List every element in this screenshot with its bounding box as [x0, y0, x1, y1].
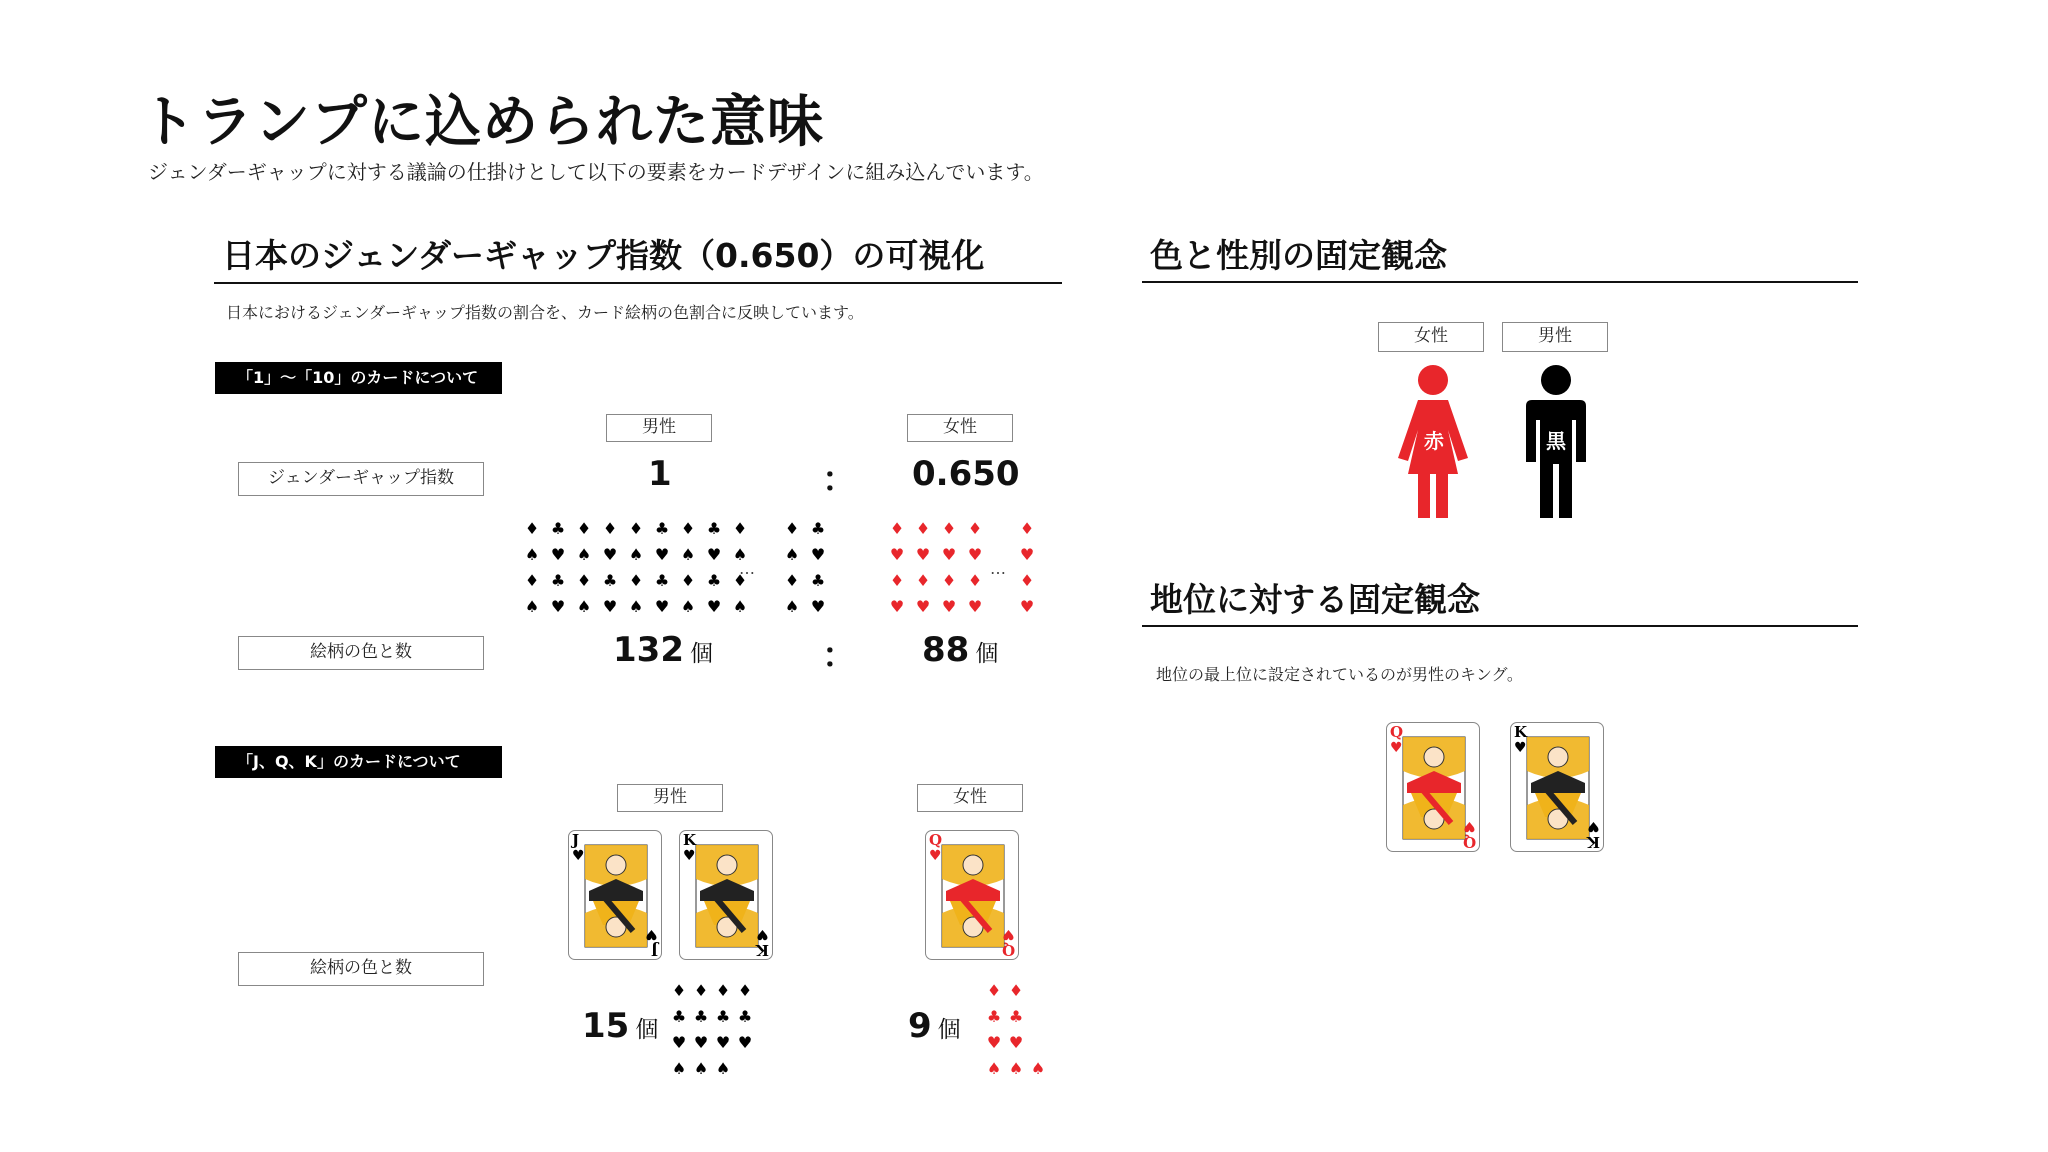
status-rule	[1142, 625, 1858, 627]
status-king-card	[1510, 722, 1604, 852]
suit-symbol: ♥	[671, 1033, 687, 1052]
female-suit-count-value: 88	[922, 630, 970, 670]
male-suit-grid	[521, 516, 829, 620]
suit-symbol: ♦	[784, 571, 800, 590]
suit-symbol: ♥	[550, 597, 566, 616]
suit-symbol: ♠	[1030, 1059, 1046, 1078]
suit-symbol: ♥	[706, 597, 722, 616]
suit-symbol: ♦	[915, 571, 931, 590]
card-rank-top: K	[1514, 723, 1528, 741]
face-male-count-unit: 個	[635, 1017, 659, 1043]
king-card	[679, 830, 773, 960]
queen-card	[925, 830, 1019, 960]
suit-symbol: ♦	[671, 981, 687, 1000]
suit-symbol: ♠	[628, 597, 644, 616]
gender-gap-desc: 日本におけるジェンダーギャップ指数の割合を、カード絵柄の色割合に反映しています。	[226, 303, 864, 322]
suit-symbol: ♠	[784, 597, 800, 616]
female-suit-grid	[886, 516, 1038, 620]
suit-symbol	[734, 1056, 756, 1082]
female-index-value: 0.650	[912, 454, 1020, 494]
card-rank-top: J	[572, 831, 580, 849]
card-rank-top: K	[683, 831, 697, 849]
suit-symbol: ♠	[576, 545, 592, 564]
card-suit-bottom: ♥	[645, 926, 658, 942]
suit-symbol: ♦	[941, 571, 957, 590]
suit-symbol: ♦	[576, 519, 592, 538]
suit-symbol: ♦	[693, 981, 709, 1000]
suit-symbol: ♥	[715, 1033, 731, 1052]
card-suit-bottom: ♥	[756, 926, 769, 942]
female-ellipsis: …	[990, 559, 1006, 578]
suit-symbol: ♦	[967, 571, 983, 590]
male-suit-count-unit: 個	[689, 641, 713, 667]
suit-symbol: ♣	[986, 1007, 1002, 1026]
suit-symbol: ♥	[986, 1033, 1002, 1052]
suit-symbol: ♦	[732, 571, 748, 590]
suit-symbol: ♦	[737, 981, 753, 1000]
card-suit-bottom: ♥	[1587, 818, 1600, 834]
suit-symbol: ♥	[967, 545, 983, 564]
suit-symbol: ♦	[784, 519, 800, 538]
face-female-label: 女性	[917, 784, 1023, 812]
female-label: 女性	[907, 414, 1013, 442]
face-male-label: 男性	[617, 784, 723, 812]
suit-symbol: ♥	[654, 545, 670, 564]
female-suit-count	[922, 630, 998, 670]
suit-symbol: ♦	[1019, 519, 1035, 538]
gender-gap-heading: 日本のジェンダーギャップ指数（0.650）の可視化	[222, 236, 985, 275]
card-suit-top: ♥	[1390, 740, 1403, 756]
suit-symbol	[1027, 1004, 1049, 1030]
card-rank-top: Q	[1390, 723, 1404, 741]
face-male-count-value: 15	[582, 1006, 630, 1046]
suit-symbol: ♠	[1008, 1059, 1024, 1078]
suit-symbol: ♦	[986, 981, 1002, 1000]
face-suit-count-label: 絵柄の色と数	[238, 952, 484, 986]
suit-symbol: ♥	[915, 545, 931, 564]
male-figure-char: 黒	[1546, 429, 1566, 453]
male-index-value: 1	[648, 454, 672, 494]
card-suit-top: ♥	[1514, 740, 1527, 756]
card-suit-top: ♥	[929, 848, 942, 864]
suit-symbol: ♥	[1019, 545, 1035, 564]
face-female-count	[908, 1006, 961, 1046]
suit-symbol: ♣	[550, 571, 566, 590]
suit-symbol	[990, 516, 1012, 542]
status-desc: 地位の最上位に設定されているのが男性のキング。	[1156, 665, 1523, 684]
face-male-count	[582, 1006, 658, 1046]
suit-symbol: ♠	[986, 1059, 1002, 1078]
face-cards-tag: 「J、Q、K」のカードについて	[215, 746, 502, 778]
suit-symbol: ♦	[576, 571, 592, 590]
female-suit-count-unit: 個	[975, 641, 999, 667]
suit-symbol: ♥	[810, 545, 826, 564]
card-rank-bottom: K	[755, 941, 769, 959]
suit-symbol: ♣	[810, 571, 826, 590]
suit-symbol: ♣	[706, 571, 722, 590]
male-figure-label: 男性	[1502, 322, 1608, 352]
suit-symbol: ♥	[915, 597, 931, 616]
female-figure-char: 赤	[1424, 429, 1444, 453]
suit-symbol: ♥	[967, 597, 983, 616]
suit-symbol: ♥	[693, 1033, 709, 1052]
suit-symbol: ♠	[693, 1059, 709, 1078]
suit-symbol: ♥	[550, 545, 566, 564]
suit-symbol: ♥	[889, 545, 905, 564]
suit-symbol: ♦	[889, 519, 905, 538]
suit-symbol: ♣	[550, 519, 566, 538]
card-rank-top: Q	[929, 831, 943, 849]
suit-symbol: ♠	[628, 545, 644, 564]
suit-symbol: ♣	[654, 519, 670, 538]
face-female-suit-grid	[983, 978, 1049, 1082]
suit-symbol: ♥	[941, 545, 957, 564]
female-figure-label: 女性	[1378, 322, 1484, 352]
suit-symbol	[1027, 1030, 1049, 1056]
suit-symbol: ♥	[602, 545, 618, 564]
suit-symbol: ♦	[628, 519, 644, 538]
suit-symbol: ♠	[732, 597, 748, 616]
number-cards-tag: 「1」〜「10」のカードについて	[215, 362, 502, 394]
card-suit-top: ♥	[683, 848, 696, 864]
suit-symbol: ♠	[524, 597, 540, 616]
male-suit-count-value: 132	[613, 630, 684, 670]
suit-symbol: ♦	[628, 571, 644, 590]
suit-symbol: ♠	[732, 545, 748, 564]
suit-symbol: ♥	[1019, 597, 1035, 616]
suit-symbol: ♥	[810, 597, 826, 616]
suit-symbol: ♥	[654, 597, 670, 616]
face-female-count-unit: 個	[937, 1017, 961, 1043]
color-gender-heading: 色と性別の固定観念	[1150, 236, 1447, 275]
suit-symbol: ♠	[784, 545, 800, 564]
face-male-suit-grid	[668, 978, 756, 1082]
suit-symbol: ♣	[602, 571, 618, 590]
suit-symbol	[990, 594, 1012, 620]
suit-symbol: ♥	[737, 1033, 753, 1052]
suit-symbol: ♠	[715, 1059, 731, 1078]
suit-symbol: ♦	[524, 571, 540, 590]
card-suit-bottom: ♥	[1002, 926, 1015, 942]
suit-symbol: ♣	[671, 1007, 687, 1026]
suit-symbol: ♠	[680, 597, 696, 616]
gender-gap-rule	[214, 282, 1062, 284]
suit-symbol: ♠	[524, 545, 540, 564]
ratio-colon: ：	[822, 460, 856, 500]
suit-symbol	[1027, 978, 1049, 1004]
suit-symbol: ♣	[693, 1007, 709, 1026]
card-suit-bottom: ♥	[1463, 818, 1476, 834]
jack-card	[568, 830, 662, 960]
suit-symbol: ♣	[654, 571, 670, 590]
suit-symbol	[755, 594, 777, 620]
suit-symbol: ♦	[915, 519, 931, 538]
suit-symbol: ♦	[941, 519, 957, 538]
card-suit-top: ♥	[572, 848, 585, 864]
male-suit-count	[613, 630, 713, 670]
suit-symbol: ♦	[680, 519, 696, 538]
suit-symbol: ♠	[680, 545, 696, 564]
suit-symbol: ♠	[576, 597, 592, 616]
suit-symbol	[755, 516, 777, 542]
color-gender-rule	[1142, 281, 1858, 283]
suit-count-label: 絵柄の色と数	[238, 636, 484, 670]
suit-symbol: ♦	[967, 519, 983, 538]
suit-symbol: ♣	[737, 1007, 753, 1026]
page-title: トランプに込められた意味	[140, 90, 824, 155]
card-rank-bottom: Q	[1001, 941, 1015, 959]
suit-symbol: ♦	[732, 519, 748, 538]
suit-symbol: ♦	[524, 519, 540, 538]
suit-symbol: ♥	[1008, 1033, 1024, 1052]
count-colon: ：	[822, 636, 856, 676]
male-label: 男性	[606, 414, 712, 442]
suit-symbol: ♣	[810, 519, 826, 538]
suit-symbol: ♣	[1008, 1007, 1024, 1026]
suit-symbol: ♥	[706, 545, 722, 564]
gender-gap-index-label: ジェンダーギャップ指数	[238, 462, 484, 496]
suit-symbol: ♣	[706, 519, 722, 538]
card-rank-bottom: J	[650, 941, 658, 959]
card-rank-bottom: Q	[1462, 833, 1476, 851]
status-queen-card	[1386, 722, 1480, 852]
suit-symbol: ♦	[1008, 981, 1024, 1000]
page-subtitle: ジェンダーギャップに対する議論の仕掛けとして以下の要素をカードデザインに組み込んでいます。	[148, 160, 1044, 184]
suit-symbol: ♣	[715, 1007, 731, 1026]
suit-symbol: ♥	[602, 597, 618, 616]
suit-symbol: ♦	[715, 981, 731, 1000]
card-rank-bottom: K	[1586, 833, 1600, 851]
suit-symbol: ♦	[680, 571, 696, 590]
male-ellipsis: …	[739, 559, 755, 578]
suit-symbol: ♦	[1019, 571, 1035, 590]
suit-symbol: ♦	[602, 519, 618, 538]
face-female-count-value: 9	[908, 1006, 932, 1046]
status-heading: 地位に対する固定観念	[1150, 580, 1480, 619]
suit-symbol: ♠	[671, 1059, 687, 1078]
suit-symbol: ♥	[889, 597, 905, 616]
suit-symbol: ♥	[941, 597, 957, 616]
suit-symbol: ♦	[889, 571, 905, 590]
